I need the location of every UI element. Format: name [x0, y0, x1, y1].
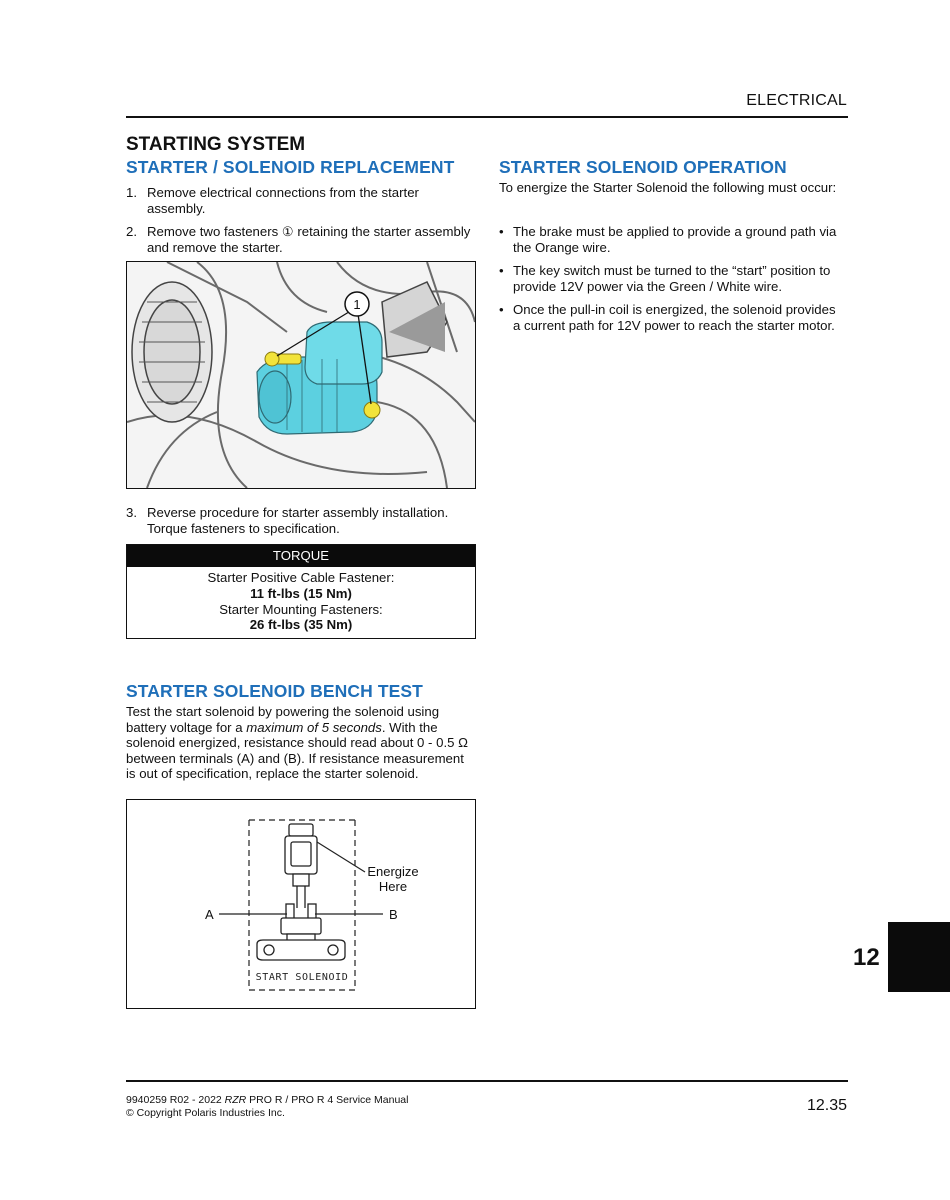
torque-item-label: Starter Mounting Fasteners: — [219, 601, 383, 617]
step-text: Remove electrical connections from the starter assembly. — [147, 185, 419, 216]
operation-intro: To energize the Starter Solenoid the following must occur: — [499, 180, 837, 195]
callout-marker: ① — [281, 224, 294, 239]
footer-copyright: © Copyright Polaris Industries Inc. — [126, 1106, 285, 1119]
torque-item-value: 26 ft-lbs (35 Nm) — [249, 617, 353, 633]
header-rule — [126, 116, 848, 118]
torque-item-label: Starter Positive Cable Fastener: — [207, 570, 395, 585]
terminal-a-label: A — [205, 907, 214, 922]
footer-rule — [126, 1080, 848, 1082]
torque-body — [127, 567, 475, 633]
solenoid-diagram — [126, 799, 476, 1009]
footer-text — [126, 1094, 408, 1119]
chapter-tab-block — [888, 922, 950, 992]
terminal-b-label: B — [389, 907, 398, 922]
step-2 — [126, 224, 471, 255]
page-number: 12.35 — [806, 1097, 847, 1114]
operation-heading: STARTER SOLENOID OPERATION — [499, 157, 787, 177]
energize-label-line2: Here — [378, 879, 408, 894]
bench-test-text: . With the solenoid energized, resistance should read about 0 - 0.5 Ω between terminals (A) and (B). If resistance measurement is out of specification, replace the starter solenoid. — [126, 719, 468, 781]
operation-bullet: • The key switch must be turned to the “start” position to provide 12V power via the Green / White wire. — [499, 263, 839, 294]
operation-bullet: • Once the pull-in coil is energized, the solenoid provides a current path for 12V power to reach the starter motor. — [499, 302, 839, 333]
step-number: 1. — [126, 185, 137, 200]
step-number: 3. — [126, 505, 137, 520]
starter-photo — [126, 261, 476, 489]
replacement-steps — [126, 185, 471, 255]
torque-header: TORQUE — [127, 545, 475, 567]
energize-label-line1: Energize — [367, 864, 419, 879]
bench-test-text: Test the start solenoid by powering the solenoid using battery voltage for a — [126, 704, 440, 735]
section-title: STARTING SYSTEM — [126, 134, 306, 155]
step-1 — [126, 185, 471, 216]
step-3 — [126, 505, 471, 536]
footer-doc-line — [126, 1094, 408, 1107]
running-header-title: ELECTRICAL — [746, 92, 847, 109]
torque-table — [126, 544, 476, 639]
step-text-after: retaining the starter assembly and remove the starter. — [147, 224, 471, 255]
bench-test-paragraph — [126, 704, 474, 782]
operation-bullet: • The brake must be applied to provide a ground path via the Orange wire. — [499, 224, 839, 255]
starter-photo-illustration — [127, 262, 475, 488]
footer-doc-text: 9940259 R02 - 2022 — [126, 1094, 225, 1106]
step-text: Reverse procedure for starter assembly installation. Torque fasteners to specification. — [147, 505, 449, 536]
footer-doc-text: PRO R / PRO R 4 Service Manual — [246, 1094, 409, 1106]
solenoid-diagram-drawing — [127, 800, 475, 1008]
footer-doc-italic: RZR — [224, 1094, 247, 1106]
step-number: 2. — [126, 224, 137, 239]
replacement-heading: STARTER / SOLENOID REPLACEMENT — [126, 157, 455, 177]
step-text-before: Remove two fasteners — [147, 224, 282, 239]
chapter-tab-number: 12 — [853, 944, 880, 971]
callout-label: 1 — [353, 297, 361, 312]
diagram-caption: START SOLENOID — [255, 972, 349, 983]
torque-item-value: 11 ft-lbs (15 Nm) — [250, 585, 352, 601]
replacement-steps-continued — [126, 505, 471, 536]
bench-test-heading: STARTER SOLENOID BENCH TEST — [126, 681, 423, 701]
operation-bullets — [499, 224, 839, 341]
bench-test-emphasis: maximum of 5 seconds — [246, 719, 382, 735]
